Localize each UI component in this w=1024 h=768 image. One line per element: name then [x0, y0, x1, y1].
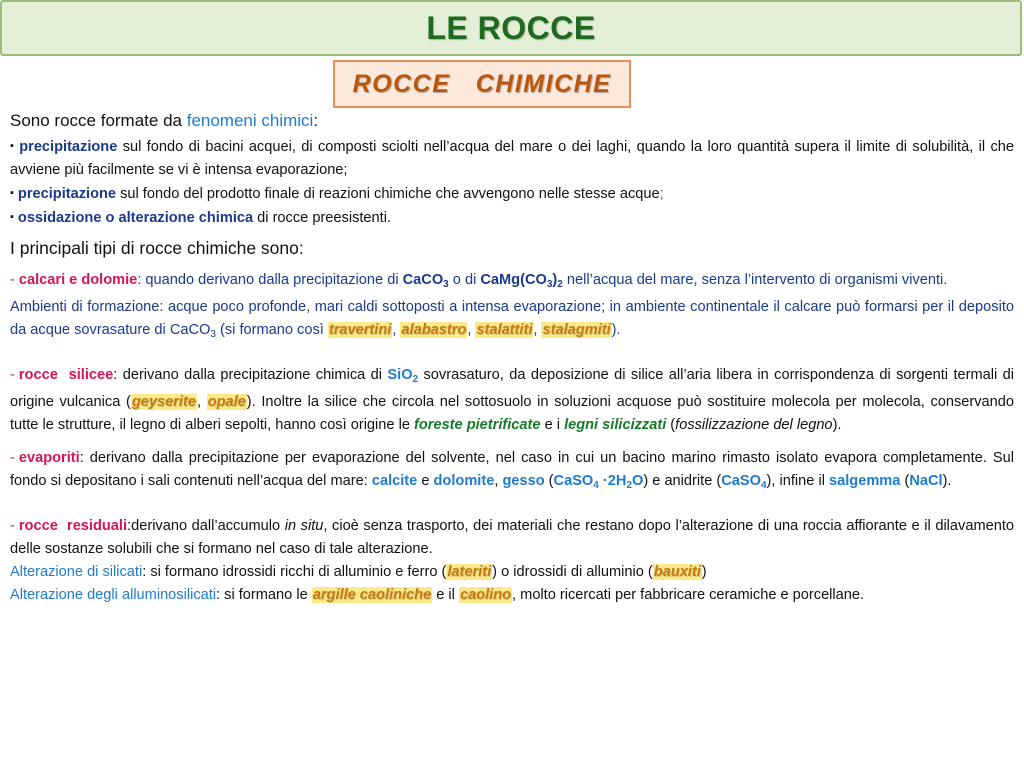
silicee-italic: fossilizzazione del legno	[675, 417, 833, 433]
bullet-3	[10, 206, 1014, 230]
silicee-formula-sio2	[387, 367, 418, 383]
intro-line	[10, 108, 1014, 133]
term-opale: opale	[207, 394, 246, 410]
bullet-2	[10, 182, 1014, 206]
bullet-1-text: sul fondo di bacini acquei, di composti sciolti nell’acqua del mare o dei laghi, quando la loro quantità supera il limite di solubilità, il che avviene più facilmente se vi è intensa evaporazione;	[10, 139, 1014, 178]
separator: ).	[611, 322, 621, 338]
term-dolomite: dolomite	[433, 473, 495, 489]
calcari-text-1: : quando derivano dalla precipitazione di	[137, 272, 403, 288]
formula-sub: 2	[626, 480, 632, 491]
formula-part: CaSO	[553, 473, 594, 489]
formula-part: CaMg(CO	[480, 272, 547, 288]
types-heading: I principali tipi di rocce chimiche sono:	[10, 238, 304, 258]
calcari-text-3: nell’acqua del mare, senza l’intervento di organismi viventi.	[562, 272, 948, 288]
calcari-term: calcari e dolomie	[18, 272, 138, 288]
alterazione-text-5: e il	[432, 587, 459, 603]
term-gesso: gesso	[502, 473, 545, 489]
alterazione-silicati	[10, 561, 1014, 584]
ambienti-text: Ambienti di formazione: acque poco profonde, mari caldi sottoposti a intensa evaporazione; in ambiente continentale il calcare può formarsi per il deposito da acque sovrasature di CaCO	[10, 299, 1014, 338]
bullet-3-term: ossidazione o alterazione chimica	[17, 210, 254, 226]
bullet-1-term: precipitazione	[19, 139, 118, 155]
alterazione-alluminosilicati-label: Alterazione degli alluminosilicati	[10, 587, 217, 603]
formula-part: )	[552, 272, 558, 288]
calcari-text-2: o di	[448, 272, 481, 288]
evaporiti-text-8: ).	[942, 473, 952, 489]
silicee-text-1: : derivano dalla precipitazione chimica di	[113, 367, 388, 383]
term-salgemma: salgemma	[829, 473, 901, 489]
formula-sub: 3	[443, 279, 449, 290]
intro-colon: :	[313, 111, 319, 130]
title-banner	[0, 0, 1022, 56]
formula-sub: 3	[210, 329, 216, 340]
silicee-paragraph	[10, 364, 1014, 437]
formula-sub: 2	[557, 279, 563, 290]
formula-nacl: NaCl	[909, 473, 943, 489]
term-lateriti: lateriti	[447, 564, 492, 580]
bullet-square-icon: ▪	[10, 211, 14, 223]
residuali-italic: in situ	[284, 518, 324, 534]
term-calcite: calcite	[371, 473, 418, 489]
residuali-paragraph	[10, 515, 1014, 561]
bullet-square-icon: ▪	[10, 187, 14, 199]
calcari-formula-camgco3	[480, 272, 562, 288]
ambienti-text-2: (si formano così	[215, 322, 328, 338]
evaporiti-paragraph	[10, 447, 1014, 497]
calcari-ambienti	[10, 296, 1014, 346]
dash-marker: -	[10, 367, 15, 383]
bullet-3-text: di rocce preesistenti.	[253, 210, 392, 226]
bullet-2-term: precipitazione	[17, 186, 117, 202]
separator: ,	[533, 322, 542, 338]
separator: ,	[392, 322, 401, 338]
calcari-paragraph	[10, 269, 1014, 296]
evaporiti-text-2: e	[417, 473, 434, 489]
silicee-text-2: sovrasaturo, da deposizione di silice all’aria libera in corrispondenza di sorgenti termali di origine vulcanica (	[10, 367, 1014, 410]
page-title: LE ROCCE	[426, 9, 596, 46]
evaporiti-text-4: (	[544, 473, 554, 489]
formula-part: CaCO	[402, 272, 444, 288]
silicee-text-3: ). Inoltre la silice che circola nel sottosuolo in soluzioni acquose può sostituire molecola per molecola, conservando tutte le strutture, il legno di alberi sepolti, hanno così origine le	[10, 394, 1015, 433]
bullet-square-icon: ▪	[10, 140, 16, 152]
alterazione-text-3: )	[701, 564, 707, 580]
bullet-1	[10, 135, 1014, 182]
formula-sub: 3	[546, 279, 553, 290]
evaporiti-text-7: (	[900, 473, 910, 489]
dash-marker: -	[10, 450, 15, 466]
alterazione-text-1: : si formano idrossidi ricchi di alluminio e ferro (	[142, 564, 447, 580]
residuali-term: rocce residuali	[18, 518, 128, 534]
term-legni-silicizzati: legni silicizzati	[564, 417, 667, 433]
formula-part: CaSO	[721, 473, 761, 489]
calcari-formula-caco3	[403, 272, 449, 288]
term-alabastro: alabastro	[401, 322, 467, 338]
alterazione-alluminosilicati	[10, 584, 1014, 607]
silicee-text-4: e i	[540, 417, 565, 433]
term-stalattiti: stalattiti	[476, 322, 533, 338]
intro-text: Sono rocce formate da	[10, 111, 187, 130]
residuali-text-2: , cioè senza trasporto, dei materiali che restano dopo l’alterazione di una roccia affiorante e il dilavamento delle sostanze solubili che si formano nel caso di tale alterazione.	[10, 518, 1015, 557]
formula-part: ·2H	[598, 473, 627, 489]
term-geyserite: geyserite	[131, 394, 196, 410]
evaporiti-text-6: ), infine il	[766, 473, 829, 489]
term-bauxiti: bauxiti	[653, 564, 701, 580]
residuali-text-1: :derivano dall’accumulo	[127, 518, 285, 534]
formula-sub: 4	[760, 480, 767, 491]
alterazione-text-2: ) o idrossidi di alluminio (	[492, 564, 653, 580]
slide-content	[10, 108, 1014, 607]
formula-anidrite	[721, 473, 766, 489]
evaporiti-text-5: ) e anidrite (	[643, 473, 722, 489]
formula-gesso	[554, 473, 644, 489]
term-travertini: travertini	[328, 322, 392, 338]
dash-marker: -	[10, 272, 15, 288]
silicee-text-6: ).	[832, 417, 842, 433]
term-stalagmiti: stalagmiti	[542, 322, 611, 338]
formula-part: SiO	[387, 367, 413, 383]
formula-part: O	[632, 473, 644, 489]
separator: ,	[196, 394, 207, 410]
term-caolino: caolino	[459, 587, 512, 603]
bullet-2-text: sul fondo del prodotto finale di reazioni chimiche che avvengono nelle stesse acque	[116, 186, 660, 202]
dash-marker: -	[10, 518, 15, 534]
bullet-2-tail: ;	[659, 186, 664, 202]
term-foreste-pietrificate: foreste pietrificate	[414, 417, 541, 433]
separator: ,	[467, 322, 476, 338]
silicee-text-5: (	[666, 417, 676, 433]
intro-highlight: fenomeni chimici	[186, 111, 314, 130]
silicee-term: rocce silicee	[18, 367, 114, 383]
alterazione-silicati-label: Alterazione di silicati	[10, 564, 143, 580]
alterazione-text-6: , molto ricercati per fabbricare ceramiche e porcellane.	[512, 587, 865, 603]
evaporiti-text-3: ,	[494, 473, 503, 489]
alterazione-text-4: : si formano le	[216, 587, 312, 603]
formula-sub: 2	[412, 374, 419, 385]
term-argille-caoliniche: argille caoliniche	[312, 587, 432, 603]
section-subtitle: ROCCE CHIMICHE	[352, 69, 612, 98]
evaporiti-term: evaporiti	[18, 450, 80, 466]
formula-sub: 4	[593, 480, 599, 491]
evaporiti-text-1: : derivano dalla precipitazione per evaporazione del solvente, nel caso in cui un bacino marino rimasto isolato evapora completamente. Sul fondo si depositano i sali contenuti nell’acqua del mare:	[10, 450, 1014, 489]
subtitle-box	[333, 60, 631, 108]
